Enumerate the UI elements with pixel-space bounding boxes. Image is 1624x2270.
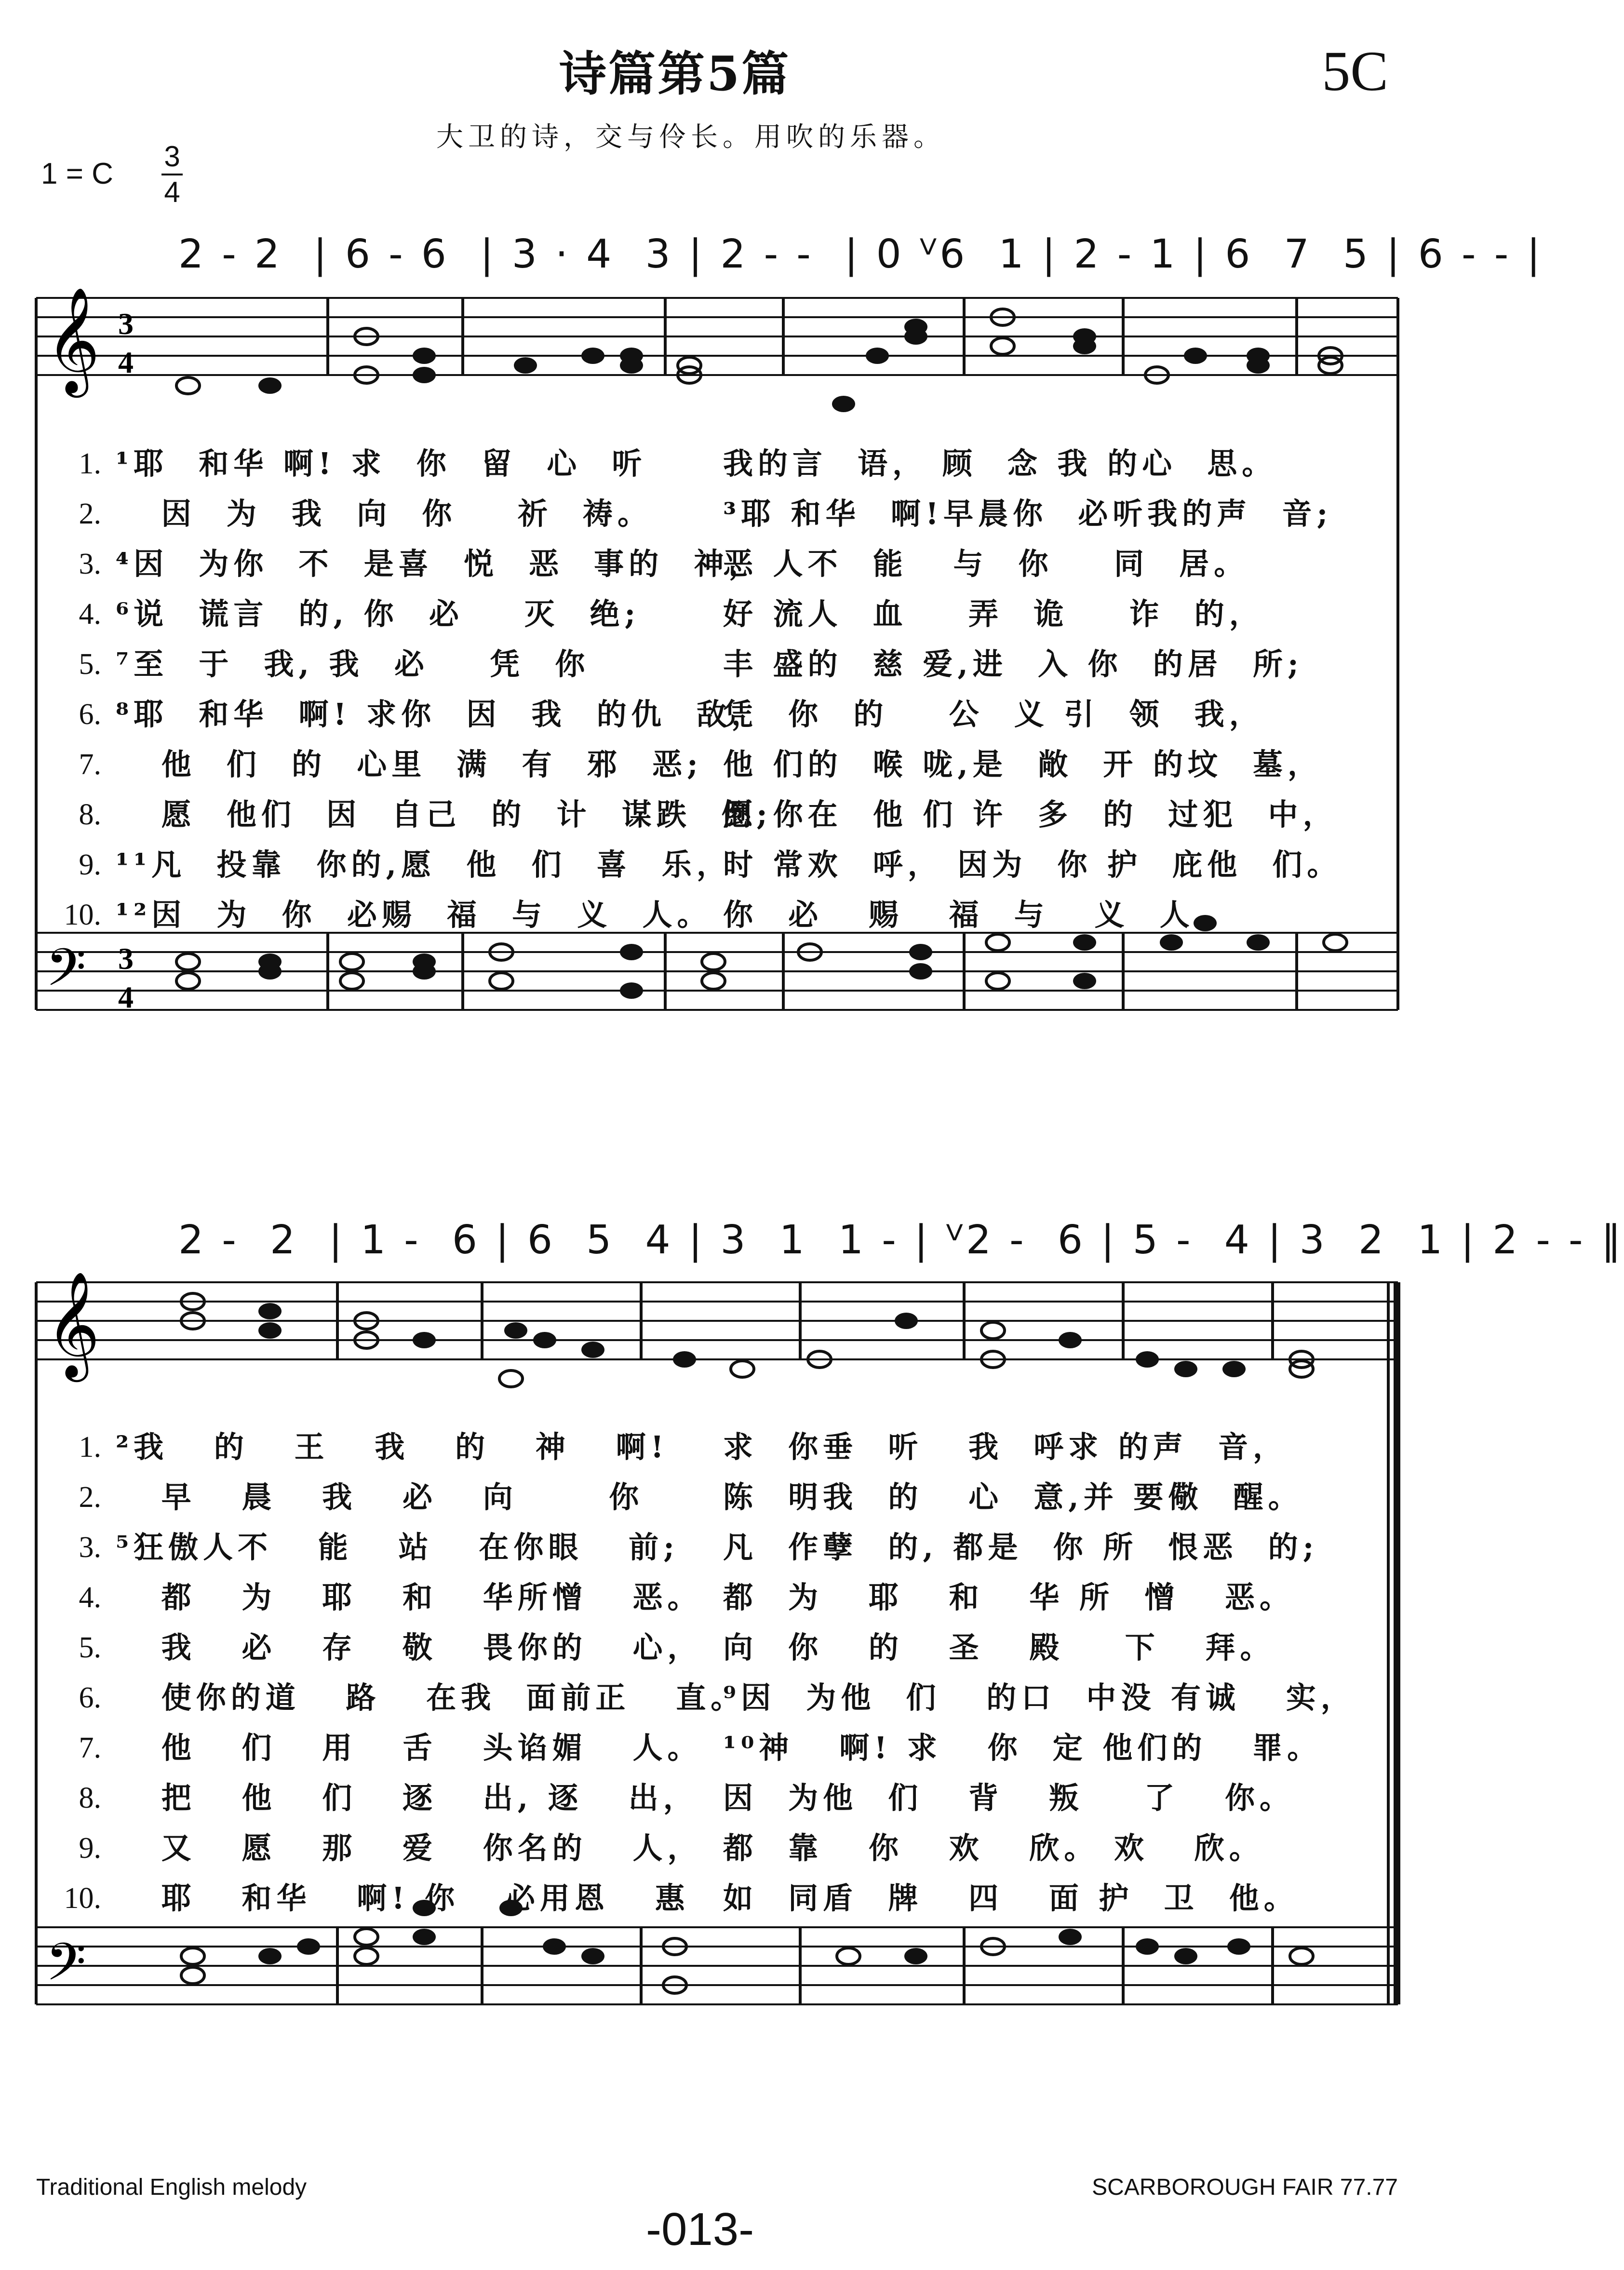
lyric-line: 10. ¹²因 为 你 必赐 福 与 义 人。 你 必 赐 福 与 义 人。 bbox=[64, 897, 1229, 932]
svg-text:𝄢: 𝄢 bbox=[46, 937, 86, 1010]
svg-text:𝄞: 𝄞 bbox=[46, 1271, 100, 1377]
jianpu-line-1: 2 - 2 | 6 - 6 | 3 · 4 3 | 2 - - | 0 ⱽ6 1 | 2 - 1 | 6 7 5 | 6 - - | bbox=[178, 231, 1543, 277]
lyric-line: 9. ¹¹凡 投靠 你的,愿 他 们 喜 乐， 时 常欢 呼， 因为 你 护 庇他 们。 bbox=[79, 847, 1342, 882]
lyric-line: 3. ⁵狂傲人不 能 站 在你眼 前; 凡 作孽 的, 都是 你 所 恨恶 的; bbox=[79, 1530, 1319, 1565]
lyric-line: 2. 早 晨 我 必 向 你 陈 明我 的 心 意,并 要儆 醒。 bbox=[79, 1479, 1303, 1515]
svg-text:𝄢: 𝄢 bbox=[46, 1932, 86, 2005]
key-signature-text: 1 = C bbox=[41, 157, 113, 190]
lyric-line: 4. 都 为 耶 和 华所憎 恶。 都 为 耶 和 华 所 憎 恶。 bbox=[79, 1580, 1294, 1615]
lyric-line: 3. ⁴因 为你 不 是喜 悦 恶 事的 神， 恶 人不 能 与 你 同 居。 bbox=[79, 546, 1249, 581]
lyric-line: 7. 他 们 用 舌 头谄媚 人。 ¹⁰神 啊! 求 你 定 他们的 罪。 bbox=[79, 1730, 1322, 1765]
lyric-line: 4. ⁶说 谎言 的, 你 必 灭 绝; 好 流人 血 弄 诡 诈 的， bbox=[79, 596, 1264, 631]
svg-text:3: 3 bbox=[118, 307, 134, 341]
lyric-line: 1. ¹耶 和华 啊! 求 你 留 心 听 我的言 语， 顾 念 我 的心 思。 bbox=[79, 446, 1277, 481]
lyric-line: 5. 我 必 存 敬 畏你的 心， 向 你 的 圣 殿 下 拜。 bbox=[79, 1630, 1275, 1665]
jianpu-line-2: 2 - 2 | 1 - 6 | 6 5 4 | 3 1 1 - | ⱽ2 - 6 | 5 - 4 | 3 2 1 | 2 - - ‖ bbox=[178, 1217, 1624, 1263]
lyric-line: 7. 他 们 的 心里 满 有 邪 恶; 他 们的 喉 咙,是 敞 开 的坟 墓， bbox=[79, 747, 1323, 782]
lyric-line: 1. ²我 的 王 我 的 神 啊! 求 你垂 听 我 呼求 的声 音， bbox=[79, 1429, 1288, 1464]
lyric-line: 2. 因 为 我 向 你 祈 祷。 ³耶 和华 啊!早晨你 必听我的声 音; bbox=[79, 496, 1333, 531]
lyric-line: 8. 愿 他们 因 自己 的 计 谋跌 倒; 愿 你在 他 们 许 多 的 过犯 中， bbox=[79, 797, 1338, 832]
lyric-line: 8. 把 他 们 逐 出, 逐 出， 因 为他 们 背 叛 了 你。 bbox=[79, 1780, 1294, 1815]
tune-name: SCARBOROUGH FAIR 77.77 bbox=[1092, 2175, 1398, 2200]
hymn-subtitle: 大卫的诗，交与伶长。用吹的乐器。 bbox=[436, 121, 945, 153]
lyric-line: 5. ⁷至 于 我, 我 必 凭 你 丰 盛的 慈 爱,进 入 你 的居 所; bbox=[79, 646, 1303, 682]
svg-text:4: 4 bbox=[118, 980, 134, 1014]
time-top: 3 bbox=[164, 140, 180, 173]
time-bottom: 4 bbox=[164, 176, 180, 208]
svg-text:4: 4 bbox=[118, 345, 134, 379]
lyric-line: 9. 又 愿 那 爱 你名的 人， 都 靠 你 欢 欣。 欢 欣。 bbox=[79, 1830, 1264, 1866]
lyrics-block-2 bbox=[0, 1422, 1451, 1923]
hymn-number: 5C bbox=[1322, 40, 1388, 103]
svg-text:𝄞: 𝄞 bbox=[46, 286, 100, 393]
lyric-line: 10. 耶 和华 啊! 你 必用恩 惠 如 同盾 牌 四 面 护 卫 他。 bbox=[64, 1880, 1299, 1916]
lyrics-block-1 bbox=[0, 439, 1451, 940]
svg-text:3: 3 bbox=[118, 941, 134, 976]
hymn-title: 诗篇第5篇 bbox=[559, 46, 791, 102]
page-number: -013- bbox=[646, 2203, 754, 2255]
lyric-line: 6. ⁸耶 和华 啊! 求你 因 我 的仇 敌， 凭 你 的 公 义 引 领 我， bbox=[79, 697, 1264, 732]
melody-credit: Traditional English melody bbox=[36, 2175, 307, 2200]
lyric-line: 6. 使你的道 路 在我 面前正 直。 ⁹因 为他 们 的口 中没 有诚 实， bbox=[79, 1680, 1356, 1715]
